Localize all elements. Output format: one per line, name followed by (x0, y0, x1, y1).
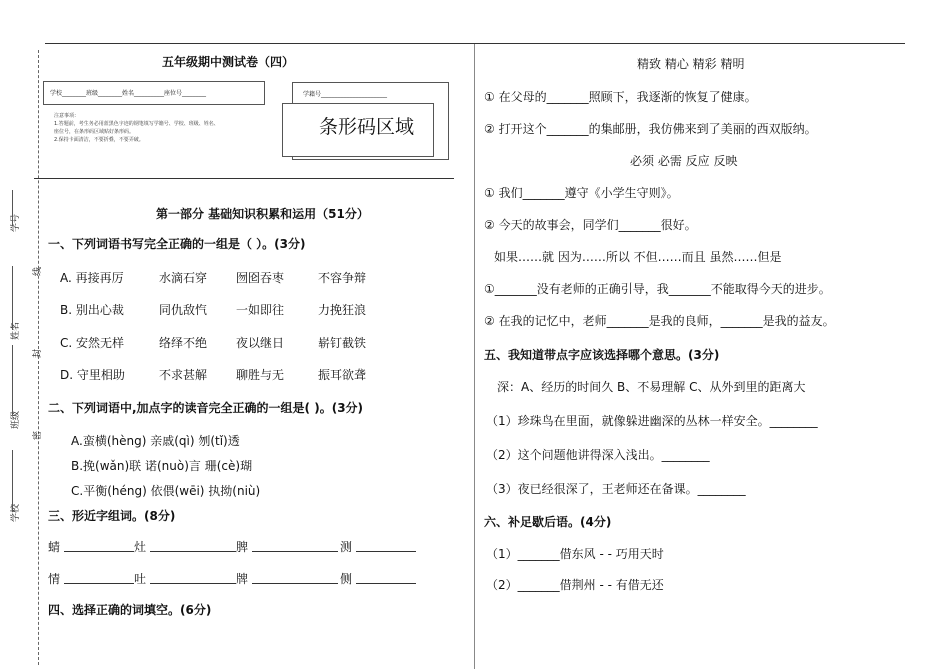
q5-item-3[interactable]: （3）夜已经很深了，王老师还在备课。________ (486, 482, 746, 496)
q1-a-2: 水滴石穿 (159, 271, 208, 285)
student-id-field[interactable]: 学籍号______________________ (303, 91, 388, 98)
q6-item-1[interactable]: （1）_______借东风 - - 巧用天时 (486, 547, 664, 561)
q3-blank[interactable] (150, 583, 236, 584)
sentence-2[interactable]: ② 打开这个_______的集邮册，我仿佛来到了美丽的西双版纳。 (484, 122, 817, 136)
q1-c-3: 夜以继日 (236, 336, 285, 350)
sentence-1[interactable]: ① 在父母的_______照顾下，我逐渐的恢复了健康。 (484, 90, 757, 104)
q3-char: 侧 (340, 572, 353, 586)
side-blank-4[interactable] (12, 450, 13, 512)
q1-b-4: 力挽狂浪 (318, 303, 367, 317)
notes-2: 2.保持卡面清洁，不要折叠，不要弄破。 (54, 137, 144, 143)
top-rule (45, 43, 905, 44)
q3-char: 牌 (236, 572, 249, 586)
column-divider (474, 44, 475, 669)
side-label-student-no: 学号 (11, 213, 21, 232)
q5-item-1[interactable]: （1）珍珠鸟在里面，就像躲进幽深的丛林一样安全。________ (486, 414, 818, 428)
q3-char: 吐 (134, 572, 147, 586)
word-bank-1: 精致 精心 精彩 精明 (637, 57, 745, 71)
sentence-4[interactable]: ② 今天的故事会，同学们_______很好。 (484, 218, 697, 232)
q1-c-1[interactable]: C. 安然无样 (60, 336, 125, 350)
q3-blank[interactable] (252, 583, 338, 584)
notes-1: 1.答题前，考生务必用蓝黑色字迹的钢笔填写学籍号、学校、班级、姓名、 (54, 121, 219, 127)
q3-blank[interactable] (356, 583, 416, 584)
q1-a-3: 囫囵吞枣 (236, 271, 285, 285)
q3-blank[interactable] (150, 551, 236, 552)
q2-option-a[interactable]: A.蛮横(hèng) 亲戚(qì) 刎(tǐ)透 (71, 434, 240, 448)
q1-d-2: 不求甚解 (159, 368, 208, 382)
q1-a-1[interactable]: A. 再接再厉 (60, 271, 124, 285)
q3-char: 灶 (134, 540, 147, 554)
q1-c-2: 络绎不绝 (159, 336, 208, 350)
notes-title: 注意事项： (54, 113, 80, 119)
q6-title: 六、补足歇后语。(4分) (484, 515, 612, 529)
info-box (43, 81, 265, 105)
side-label-secret: 密 (33, 430, 43, 440)
q5-title: 五、我知道带点字应该选择哪个意思。(3分) (484, 348, 720, 362)
q5-meanings: 深：A、经历的时间久 B、不易理解 C、从外到里的距离大 (497, 380, 806, 394)
word-bank-2: 必须 必需 反应 反映 (630, 154, 738, 168)
q1-c-4: 崭钉截铁 (318, 336, 367, 350)
q3-char: 脾 (236, 540, 249, 554)
q3-blank[interactable] (64, 551, 134, 552)
q6-item-2[interactable]: （2）_______借荆州 - - 有借无还 (486, 578, 664, 592)
q3-blank[interactable] (252, 551, 338, 552)
q1-d-3: 聊胜与无 (236, 368, 285, 382)
exam-title: 五年级期中测试卷（四） (162, 55, 295, 69)
side-label-class: 班级 (11, 410, 21, 429)
header-rule (34, 178, 454, 179)
sentence-3[interactable]: ① 我们_______遵守《小学生守则》。 (484, 186, 679, 200)
notes (54, 112, 219, 144)
q1-b-1[interactable]: B. 别出心裁 (60, 303, 124, 317)
barcode-label: 条形码区域 (319, 116, 415, 138)
side-label-school: 学校 (11, 503, 21, 522)
side-label-line: 线 (33, 266, 43, 276)
q1-title: 一、下列词语书写完全正确的一组是（ ）。(3分) (48, 237, 306, 251)
side-blank-2[interactable] (12, 266, 13, 330)
q1-a-4: 不容争辩 (318, 271, 367, 285)
q3-char: 蜻 (48, 540, 61, 554)
q2-option-c[interactable]: C.平衡(héng) 依偎(wēi) 执拗(niù) (71, 484, 261, 498)
notes-1b: 座位号，在条形码区域贴好条形码。 (54, 129, 135, 135)
q2-title: 二、下列词语中,加点字的读音完全正确的一组是( )。(3分) (48, 401, 364, 415)
q3-char: 情 (48, 572, 61, 586)
q4-title: 四、选择正确的词填空。(6分) (48, 603, 212, 617)
side-label-seal: 封 (33, 348, 43, 358)
q1-d-4: 振耳欲聋 (318, 368, 367, 382)
q1-b-2: 同仇敌忾 (159, 303, 208, 317)
side-blank-3[interactable] (12, 345, 13, 415)
side-blank-1[interactable] (12, 190, 13, 226)
sentence-6[interactable]: ② 在我的记忆中，老师_______是我的良师，_______是我的益友。 (484, 314, 835, 328)
q1-b-3: 一如即往 (236, 303, 285, 317)
part1-title: 第一部分 基础知识积累和运用（51分） (156, 207, 369, 221)
q3-char: 测 (340, 540, 353, 554)
q3-blank[interactable] (356, 551, 416, 552)
word-bank-3: 如果……就 因为……所以 不但……而且 虽然……但是 (494, 250, 782, 264)
q1-d-1[interactable]: D. 守里相助 (60, 368, 125, 382)
sentence-5[interactable]: ①_______没有老师的正确引导，我_______不能取得今天的进步。 (484, 282, 831, 296)
q5-item-2[interactable]: （2）这个问题他讲得深入浅出。________ (486, 448, 710, 462)
q3-title: 三、形近字组词。(8分) (48, 509, 176, 523)
q2-option-b[interactable]: B.挽(wǎn)联 诺(nuò)言 珊(cè)瑚 (71, 459, 253, 473)
barcode-area (282, 103, 434, 157)
info-fields: 学校________班级________姓名__________座位号________ (50, 90, 207, 97)
side-label-name: 姓名 (11, 321, 21, 340)
q3-blank[interactable] (64, 583, 134, 584)
